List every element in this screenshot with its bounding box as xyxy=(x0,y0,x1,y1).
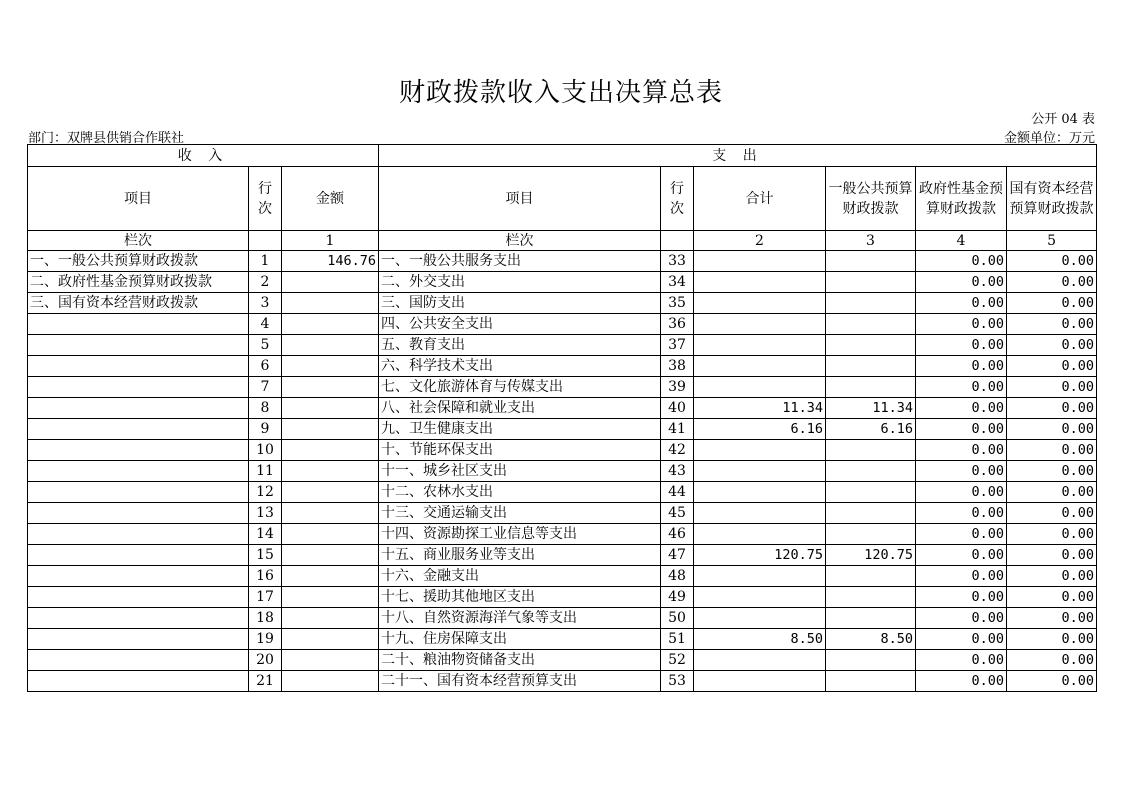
general-budget-cell xyxy=(826,566,916,587)
state-capital-cell: 0.00 xyxy=(1007,524,1097,545)
total-cell xyxy=(694,566,826,587)
page-title: 财政拨款收入支出决算总表 xyxy=(398,78,723,108)
income-row-no-cell: 2 xyxy=(249,272,282,293)
income-item-cell xyxy=(28,545,249,566)
expense-row-no-cell: 42 xyxy=(661,440,694,461)
income-row-no-header xyxy=(249,167,282,231)
state-capital-cell: 0.00 xyxy=(1007,587,1097,608)
state-capital-cell: 0.00 xyxy=(1007,356,1097,377)
expense-row-no-cell: 35 xyxy=(661,293,694,314)
income-amount-cell xyxy=(282,419,379,440)
income-amount-cell xyxy=(282,545,379,566)
income-amount-cell xyxy=(282,293,379,314)
income-row-no-cell: 21 xyxy=(249,671,282,692)
table-row xyxy=(28,314,1097,335)
table-row xyxy=(28,629,1097,650)
table-row xyxy=(28,650,1097,671)
total-cell xyxy=(694,293,826,314)
income-amount-cell xyxy=(282,377,379,398)
col-number-4: 4 xyxy=(916,231,1007,251)
state-capital-cell: 0.00 xyxy=(1007,272,1097,293)
state-capital-cell: 0.00 xyxy=(1007,545,1097,566)
total-cell xyxy=(694,503,826,524)
income-item-cell xyxy=(28,314,249,335)
income-col-label: 栏次 xyxy=(28,231,249,251)
expense-row-no-header xyxy=(661,167,694,231)
expense-row-no-cell: 40 xyxy=(661,398,694,419)
table-row xyxy=(28,482,1097,503)
general-budget-cell: 11.34 xyxy=(826,398,916,419)
table-row xyxy=(28,461,1097,482)
state-capital-header: 国有资本经营预算财政拨款 xyxy=(1007,167,1097,231)
income-row-no-cell: 5 xyxy=(249,335,282,356)
general-budget-cell xyxy=(826,524,916,545)
income-amount-cell xyxy=(282,314,379,335)
income-amount-cell xyxy=(282,398,379,419)
col-number-3: 3 xyxy=(826,231,916,251)
income-col-blank xyxy=(249,231,282,251)
state-capital-cell: 0.00 xyxy=(1007,251,1097,272)
total-cell: 11.34 xyxy=(694,398,826,419)
expense-item-cell: 八、社会保障和就业支出 xyxy=(379,398,661,419)
gov-fund-cell: 0.00 xyxy=(916,335,1007,356)
expense-item-header: 项目 xyxy=(379,167,661,231)
table-row xyxy=(28,335,1097,356)
expense-item-cell: 十一、城乡社区支出 xyxy=(379,461,661,482)
state-capital-cell: 0.00 xyxy=(1007,566,1097,587)
general-budget-cell xyxy=(826,671,916,692)
col-number-1: 1 xyxy=(282,231,379,251)
expense-row-no-cell: 53 xyxy=(661,671,694,692)
table-row xyxy=(28,545,1097,566)
state-capital-cell: 0.00 xyxy=(1007,629,1097,650)
expense-section-header: 支 出 xyxy=(379,145,1097,167)
income-row-no-cell: 15 xyxy=(249,545,282,566)
total-cell xyxy=(694,251,826,272)
total-cell xyxy=(694,335,826,356)
general-budget-cell xyxy=(826,587,916,608)
total-cell: 120.75 xyxy=(694,545,826,566)
department-label: 部门：双牌县供销合作联社 xyxy=(28,131,185,146)
income-item-cell xyxy=(28,482,249,503)
income-item-cell xyxy=(28,356,249,377)
general-budget-cell xyxy=(826,377,916,398)
gov-fund-cell: 0.00 xyxy=(916,461,1007,482)
expense-item-cell: 十九、住房保障支出 xyxy=(379,629,661,650)
income-item-cell: 一、一般公共预算财政拨款 xyxy=(28,251,249,272)
col-number-2: 2 xyxy=(694,231,826,251)
general-budget-cell xyxy=(826,503,916,524)
gov-fund-cell: 0.00 xyxy=(916,650,1007,671)
income-item-cell xyxy=(28,608,249,629)
table-row xyxy=(28,398,1097,419)
table-row xyxy=(28,587,1097,608)
general-budget-cell xyxy=(826,272,916,293)
gov-fund-cell: 0.00 xyxy=(916,377,1007,398)
income-amount-cell xyxy=(282,461,379,482)
total-cell xyxy=(694,461,826,482)
report-table xyxy=(27,144,1097,692)
row-no-char-1: 行 xyxy=(258,180,272,197)
expense-row-no-cell: 48 xyxy=(661,566,694,587)
general-budget-cell xyxy=(826,356,916,377)
income-item-cell xyxy=(28,587,249,608)
general-budget-header: 一般公共预算财政拨款 xyxy=(826,167,916,231)
table-row xyxy=(28,524,1097,545)
expense-col-blank xyxy=(661,231,694,251)
income-item-cell xyxy=(28,440,249,461)
income-row-no-cell: 1 xyxy=(249,251,282,272)
total-cell xyxy=(694,650,826,671)
gov-fund-cell: 0.00 xyxy=(916,356,1007,377)
expense-row-no-cell: 36 xyxy=(661,314,694,335)
state-capital-cell: 0.00 xyxy=(1007,461,1097,482)
general-budget-cell xyxy=(826,650,916,671)
total-cell: 8.50 xyxy=(694,629,826,650)
general-budget-cell: 8.50 xyxy=(826,629,916,650)
income-item-cell xyxy=(28,503,249,524)
gov-fund-cell: 0.00 xyxy=(916,482,1007,503)
income-row-no-cell: 14 xyxy=(249,524,282,545)
expense-item-cell: 十五、商业服务业等支出 xyxy=(379,545,661,566)
income-row-no-cell: 11 xyxy=(249,461,282,482)
expense-item-cell: 二十、粮油物资储备支出 xyxy=(379,650,661,671)
income-item-cell: 三、国有资本经营财政拨款 xyxy=(28,293,249,314)
general-budget-cell xyxy=(826,293,916,314)
income-amount-cell xyxy=(282,272,379,293)
income-item-header: 项目 xyxy=(28,167,249,231)
expense-row-no-cell: 49 xyxy=(661,587,694,608)
row-no-char-2: 次 xyxy=(670,200,684,217)
expense-row-no-cell: 45 xyxy=(661,503,694,524)
table-row xyxy=(28,251,1097,272)
expense-item-cell: 十四、资源勘探工业信息等支出 xyxy=(379,524,661,545)
expense-row-no-cell: 46 xyxy=(661,524,694,545)
expense-item-cell: 十八、自然资源海洋气象等支出 xyxy=(379,608,661,629)
expense-row-no-cell: 41 xyxy=(661,419,694,440)
state-capital-cell: 0.00 xyxy=(1007,377,1097,398)
gov-fund-cell: 0.00 xyxy=(916,503,1007,524)
state-capital-cell: 0.00 xyxy=(1007,314,1097,335)
income-amount-cell xyxy=(282,440,379,461)
state-capital-cell: 0.00 xyxy=(1007,503,1097,524)
total-cell xyxy=(694,587,826,608)
header-row-columns xyxy=(28,167,1097,231)
state-capital-cell: 0.00 xyxy=(1007,398,1097,419)
income-amount-cell xyxy=(282,629,379,650)
income-item-cell xyxy=(28,398,249,419)
total-cell: 6.16 xyxy=(694,419,826,440)
income-item-cell xyxy=(28,650,249,671)
state-capital-cell: 0.00 xyxy=(1007,608,1097,629)
income-item-cell xyxy=(28,524,249,545)
income-amount-cell: 146.76 xyxy=(282,251,379,272)
total-cell xyxy=(694,272,826,293)
income-row-no-cell: 6 xyxy=(249,356,282,377)
income-amount-cell xyxy=(282,608,379,629)
header-row-sections xyxy=(28,145,1097,167)
table-row xyxy=(28,293,1097,314)
expense-item-cell: 十七、援助其他地区支出 xyxy=(379,587,661,608)
income-row-no-cell: 3 xyxy=(249,293,282,314)
header-row-column-numbers xyxy=(28,231,1097,251)
expense-row-no-cell: 33 xyxy=(661,251,694,272)
expense-item-cell: 四、公共安全支出 xyxy=(379,314,661,335)
general-budget-cell xyxy=(826,335,916,356)
general-budget-cell xyxy=(826,461,916,482)
table-row xyxy=(28,377,1097,398)
income-item-cell xyxy=(28,419,249,440)
income-row-no-cell: 8 xyxy=(249,398,282,419)
gov-fund-cell: 0.00 xyxy=(916,566,1007,587)
state-capital-cell: 0.00 xyxy=(1007,650,1097,671)
expense-item-cell: 七、文化旅游体育与传媒支出 xyxy=(379,377,661,398)
expense-item-cell: 十三、交通运输支出 xyxy=(379,503,661,524)
total-cell xyxy=(694,377,826,398)
income-row-no-cell: 13 xyxy=(249,503,282,524)
gov-fund-cell: 0.00 xyxy=(916,671,1007,692)
total-cell xyxy=(694,440,826,461)
total-cell xyxy=(694,482,826,503)
general-budget-cell xyxy=(826,440,916,461)
total-cell xyxy=(694,356,826,377)
expense-item-cell: 十、节能环保支出 xyxy=(379,440,661,461)
row-no-char-2: 次 xyxy=(258,200,272,217)
income-amount-cell xyxy=(282,335,379,356)
general-budget-cell xyxy=(826,314,916,335)
table-row xyxy=(28,440,1097,461)
state-capital-cell: 0.00 xyxy=(1007,482,1097,503)
expense-row-no-cell: 50 xyxy=(661,608,694,629)
expense-row-no-cell: 43 xyxy=(661,461,694,482)
table-row xyxy=(28,671,1097,692)
income-item-cell xyxy=(28,629,249,650)
gov-fund-cell: 0.00 xyxy=(916,545,1007,566)
general-budget-cell xyxy=(826,482,916,503)
expense-row-no-cell: 47 xyxy=(661,545,694,566)
expense-item-cell: 一、一般公共服务支出 xyxy=(379,251,661,272)
income-amount-cell xyxy=(282,524,379,545)
income-row-no-cell: 4 xyxy=(249,314,282,335)
total-cell xyxy=(694,671,826,692)
income-row-no-cell: 12 xyxy=(249,482,282,503)
total-cell xyxy=(694,608,826,629)
income-amount-cell xyxy=(282,356,379,377)
expense-row-no-cell: 34 xyxy=(661,272,694,293)
table-row xyxy=(28,608,1097,629)
gov-fund-cell: 0.00 xyxy=(916,440,1007,461)
income-amount-cell xyxy=(282,503,379,524)
table-row xyxy=(28,272,1097,293)
general-budget-cell: 6.16 xyxy=(826,419,916,440)
expense-item-cell: 十二、农林水支出 xyxy=(379,482,661,503)
gov-fund-cell: 0.00 xyxy=(916,587,1007,608)
state-capital-cell: 0.00 xyxy=(1007,419,1097,440)
col-number-5: 5 xyxy=(1007,231,1097,251)
gov-fund-cell: 0.00 xyxy=(916,398,1007,419)
income-item-cell: 二、政府性基金预算财政拨款 xyxy=(28,272,249,293)
income-row-no-cell: 17 xyxy=(249,587,282,608)
general-budget-cell xyxy=(826,251,916,272)
expense-row-no-cell: 38 xyxy=(661,356,694,377)
state-capital-cell: 0.00 xyxy=(1007,293,1097,314)
general-budget-cell: 120.75 xyxy=(826,545,916,566)
income-item-cell xyxy=(28,671,249,692)
expense-row-no-cell: 44 xyxy=(661,482,694,503)
expense-row-no-cell: 39 xyxy=(661,377,694,398)
income-item-cell xyxy=(28,461,249,482)
income-row-no-cell: 10 xyxy=(249,440,282,461)
table-row xyxy=(28,503,1097,524)
expense-item-cell: 二、外交支出 xyxy=(379,272,661,293)
income-row-no-cell: 19 xyxy=(249,629,282,650)
expense-row-no-cell: 37 xyxy=(661,335,694,356)
income-row-no-cell: 16 xyxy=(249,566,282,587)
total-cell xyxy=(694,314,826,335)
expense-item-cell: 五、教育支出 xyxy=(379,335,661,356)
income-amount-header: 金额 xyxy=(282,167,379,231)
expense-row-no-cell: 52 xyxy=(661,650,694,671)
gov-fund-cell: 0.00 xyxy=(916,251,1007,272)
gov-fund-cell: 0.00 xyxy=(916,272,1007,293)
expense-item-cell: 九、卫生健康支出 xyxy=(379,419,661,440)
total-header: 合计 xyxy=(694,167,826,231)
expense-item-cell: 十六、金融支出 xyxy=(379,566,661,587)
row-no-char-1: 行 xyxy=(670,180,684,197)
general-budget-cell xyxy=(826,608,916,629)
total-cell xyxy=(694,524,826,545)
expense-col-label: 栏次 xyxy=(379,231,661,251)
income-row-no-cell: 20 xyxy=(249,650,282,671)
income-row-no-cell: 18 xyxy=(249,608,282,629)
income-amount-cell xyxy=(282,587,379,608)
state-capital-cell: 0.00 xyxy=(1007,440,1097,461)
gov-fund-header: 政府性基金预算财政拨款 xyxy=(916,167,1007,231)
expense-item-cell: 二十一、国有资本经营预算支出 xyxy=(379,671,661,692)
gov-fund-cell: 0.00 xyxy=(916,629,1007,650)
state-capital-cell: 0.00 xyxy=(1007,335,1097,356)
gov-fund-cell: 0.00 xyxy=(916,608,1007,629)
gov-fund-cell: 0.00 xyxy=(916,314,1007,335)
form-code: 公开 04 表 xyxy=(1031,112,1095,127)
income-item-cell xyxy=(28,335,249,356)
income-section-header: 收 入 xyxy=(28,145,379,167)
expense-item-cell: 三、国防支出 xyxy=(379,293,661,314)
table-row xyxy=(28,419,1097,440)
income-item-cell xyxy=(28,566,249,587)
table-row xyxy=(28,356,1097,377)
income-item-cell xyxy=(28,377,249,398)
expense-row-no-cell: 51 xyxy=(661,629,694,650)
expense-item-cell: 六、科学技术支出 xyxy=(379,356,661,377)
income-row-no-cell: 7 xyxy=(249,377,282,398)
income-amount-cell xyxy=(282,650,379,671)
income-row-no-cell: 9 xyxy=(249,419,282,440)
income-amount-cell xyxy=(282,671,379,692)
state-capital-cell: 0.00 xyxy=(1007,671,1097,692)
gov-fund-cell: 0.00 xyxy=(916,524,1007,545)
income-amount-cell xyxy=(282,566,379,587)
gov-fund-cell: 0.00 xyxy=(916,419,1007,440)
income-amount-cell xyxy=(282,482,379,503)
unit-label: 金额单位：万元 xyxy=(1003,131,1095,146)
gov-fund-cell: 0.00 xyxy=(916,293,1007,314)
table-row xyxy=(28,566,1097,587)
